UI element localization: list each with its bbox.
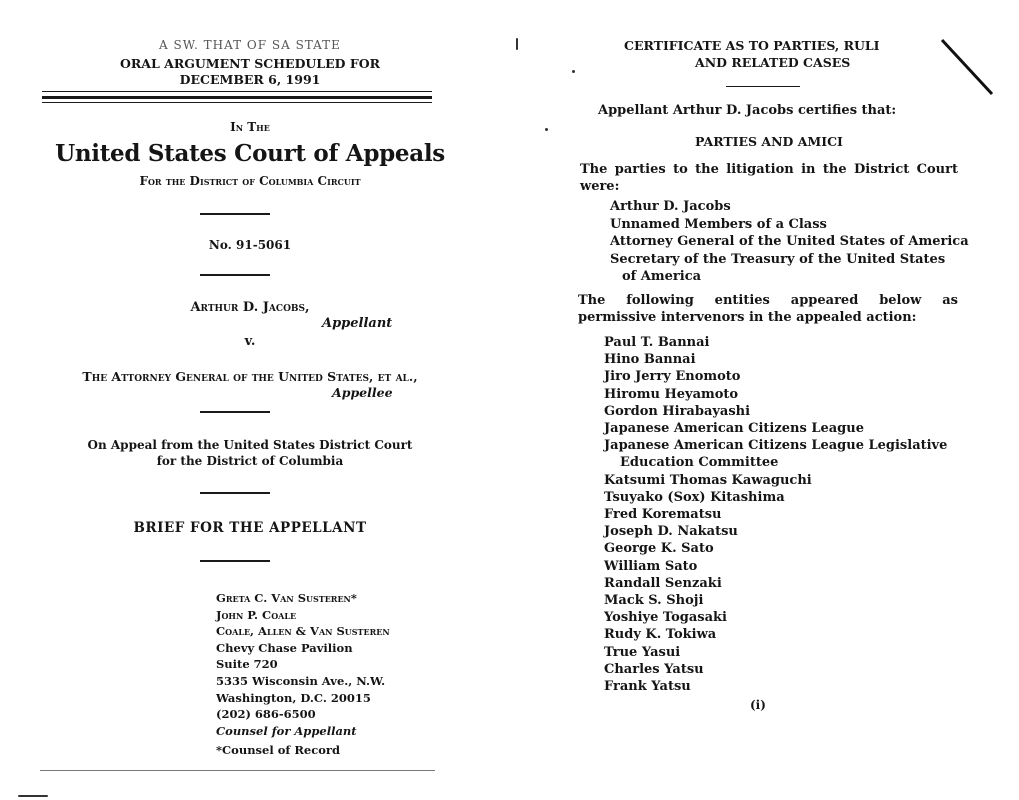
court-name: United States Court of Appeals [55,140,445,167]
certificate-title-line-1: CERTIFICATE AS TO PARTIES, RULI [624,38,880,53]
counsel-line: (202) 686-6500 [216,707,316,722]
argument-date: DECEMBER 6, 1991 [179,72,321,87]
intervenor-list [604,334,947,695]
bottom-faint-rule [40,770,435,771]
counsel-line: Washington, D.C. 20015 [216,690,371,705]
list-item: True Yasui [604,644,681,660]
list-item: Tsuyako (Sox) Kitashima [604,489,785,505]
divider-rule [200,560,270,562]
list-item: Randall Senzaki [604,575,722,591]
certificate-page [500,0,1019,800]
on-appeal-line-1: On Appeal from the United States District Court [87,438,413,452]
list-item: Unnamed Members of a Class [610,216,827,232]
intervenor-paragraph: The following entities appeared below as permissive intervenors in the appealed action: [578,293,958,325]
brief-title: BRIEF FOR THE APPELLANT [133,520,367,536]
list-item: Katsumi Thomas Kawaguchi [604,472,812,488]
top-thin-rule-2 [42,102,432,103]
list-item: George K. Sato [604,541,714,557]
faded-header-text: A SW. THAT OF SA STATE [159,38,341,52]
list-item: Frank Yatsu [604,679,691,695]
counsel-of-record-note: *Counsel of Record [216,743,340,758]
list-item: Paul T. Bannai [604,335,710,350]
top-thick-rule [42,96,432,99]
list-item: Gordon Hirabayashi [604,403,751,419]
top-thin-rule [42,91,432,92]
list-item: Yoshiye Togasaki [604,610,727,626]
list-item: Education Committee [620,455,779,471]
district-court-paragraph: The parties to the litigation in the District Court were: [580,162,958,194]
appellee-role: Appellee [332,385,393,400]
counsel-line: Coale, Allen & Van Susteren [216,624,390,639]
parties-heading: PARTIES AND AMICI [695,134,843,149]
certify-intro: Appellant Arthur D. Jacobs certifies that: [598,103,897,118]
oral-argument-notice: ORAL ARGUMENT SCHEDULED FOR [120,56,380,71]
list-item: Hiromu Heyamoto [604,386,739,402]
list-item: Rudy K. Tokiwa [604,627,717,643]
divider-rule [200,213,270,215]
title-underline-rule [726,86,800,87]
list-item: William Sato [604,558,698,574]
certificate-title-line-2: AND RELATED CASES [695,55,851,70]
list-item: Arthur D. Jacobs [610,199,731,214]
list-item: Fred Korematsu [604,507,722,523]
list-item: Japanese American Citizens League Legislative [604,438,948,454]
divider-rule [200,274,270,276]
divider-rule [200,411,270,413]
list-item: Joseph D. Nakatsu [604,524,738,540]
counsel-line: Greta C. Van Susteren* [216,591,357,605]
cover-page [0,0,500,800]
case-number: No. 91-5061 [208,238,292,252]
versus-label: v. [244,334,256,349]
parties-list [610,198,969,286]
divider-rule [200,492,270,494]
corner-fold-mark [940,38,996,98]
counsel-role: Counsel for Appellant [216,723,357,738]
page-number: (i) [750,698,766,712]
list-item: Attorney General of the United States of America [610,234,969,249]
list-item: Japanese American Citizens League [604,421,864,437]
counsel-line: John P. Coale [216,607,297,622]
appellant-role: Appellant [322,316,393,331]
court-district: For the District of Columbia Circuit [139,174,361,188]
list-item: Secretary of the Treasury of the United States [610,251,946,267]
counsel-line: Suite 720 [216,657,278,672]
list-item: Charles Yatsu [604,661,704,677]
counsel-block [216,590,390,759]
counsel-line: Chevy Chase Pavilion [216,640,353,655]
appellant-name: Arthur D. Jacobs, [190,300,310,315]
list-item: Jiro Jerry Enomoto [604,369,741,385]
on-appeal-line-2: for the District of Columbia [156,454,344,468]
list-item: Hino Bannai [604,352,696,368]
list-item: Mack S. Shoji [604,593,704,609]
list-item: of America [622,269,702,284]
counsel-line: 5335 Wisconsin Ave., N.W. [216,673,386,688]
appellee-name: The Attorney General of the United States, et al., [82,369,418,384]
in-the-label: In The [230,120,270,134]
scan-speck [18,795,48,797]
